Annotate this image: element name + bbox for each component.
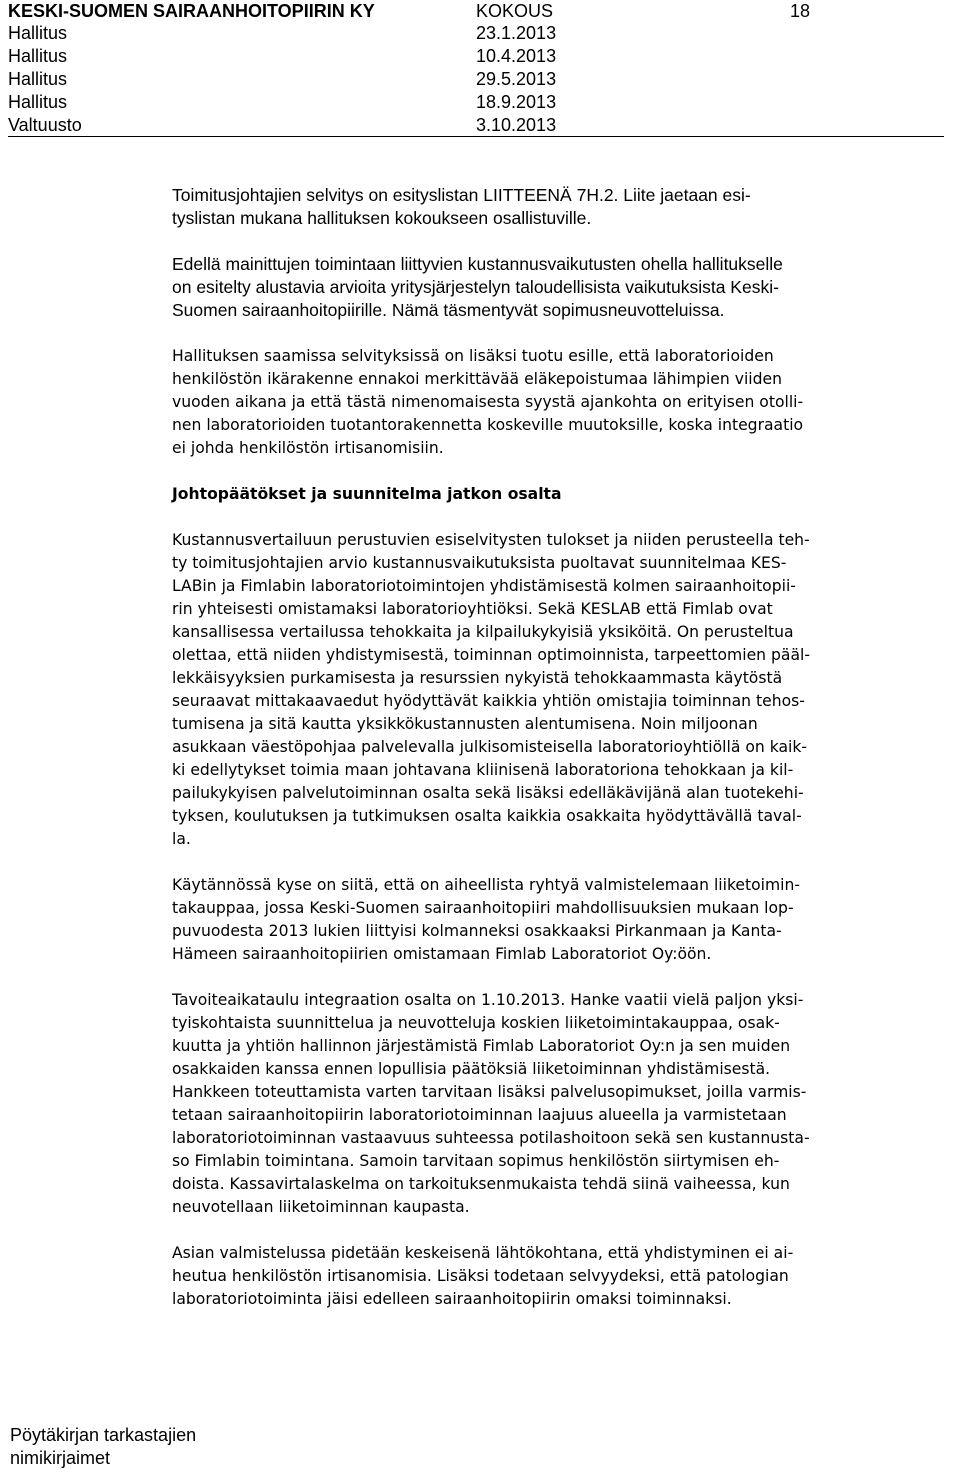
text-line: osakkaiden kanssa ennen lopullisia päätöksiä liiketoiminnan yhdistämisestä.: [172, 1060, 771, 1078]
text-line: nen laboratorioiden tuotantorakennetta koskeville muutoksille, koska integraatio: [172, 416, 804, 434]
paragraph-attachment: [172, 184, 950, 230]
text-line: Hallituksen saamissa selvityksissä on lisäksi tuotu esille, että laboratorioiden: [172, 347, 774, 365]
text-line: tetaan sairaanhoitopiirin laboratoriotoiminnan laajuus alueella ja varmistetaan: [172, 1106, 787, 1124]
text-line: seuraavat mittakaavaedut hyödyttävät kaikkia yhtiön omistajia toiminnan tehos-: [172, 692, 805, 710]
meeting-body: Hallitus: [8, 23, 68, 43]
text-line: tyksen, koulutuksen ja tutkimuksen osalta kaikkia osakkaita hyödyttävällä taval-: [172, 807, 802, 825]
text-line: Kustannusvertailuun perustuvien esiselvitysten tulokset ja niiden perusteella teh-: [172, 531, 810, 549]
text-line: tumisena ja sitä kautta yksikkökustannusten alentumisena. Noin miljoonan: [172, 715, 758, 733]
document-body: [172, 184, 950, 1311]
text-line: heutua henkilöstön irtisanomisia. Lisäksi todetaan selvyydeksi, että patologian: [172, 1267, 789, 1285]
meeting-date: 23.1.2013: [476, 23, 557, 43]
text-line: on esitelty alustavia arvioita yritysjärjestelyn taloudellisista vaikutuksista Keski-: [172, 277, 779, 297]
text-line: tyslistan mukana hallituksen kokoukseen osallistuville.: [172, 208, 592, 228]
paragraph-conclusions: [172, 529, 950, 851]
text-line: Hankkeen toteuttamista varten tarvitaan lisäksi palvelusopimukset, joilla varmis-: [172, 1083, 807, 1101]
meeting-type: KOKOUS: [476, 1, 554, 21]
page-number: 18: [790, 1, 811, 21]
meeting-body: Hallitus: [8, 92, 68, 112]
text-line: so Fimlabin toimintana. Samoin tarvitaan sopimus henkilöstön siirtymisen eh-: [172, 1152, 780, 1170]
meeting-body: Hallitus: [8, 46, 68, 66]
text-line: lekkäisyyksien purkamisesta ja resurssien nykyistä tehokkaammasta käytöstä: [172, 669, 783, 687]
text-line: laboratoriotoiminnan vastaavuus suhteessa potilashoitoon sekä sen kustannusta-: [172, 1129, 810, 1147]
text-line: kansallisessa vertailussa tehokkaita ja kilpailukykyisiä yksiköitä. On perusteltua: [172, 623, 794, 641]
text-line: Toimitusjohtajien selvitys on esityslistan LIITTEENÄ 7H.2. Liite jaetaan esi-: [172, 185, 751, 205]
text-line: asukkaan väestöpohjaa palvelevalla julkisomisteisella laboratorioyhtiöllä on kaik-: [172, 738, 808, 756]
section-heading: Johtopäätökset ja suunnitelma jatkon osalta: [172, 485, 562, 503]
text-line: doista. Kassavirtalaskelma on tarkoituksenmukaista tehdä siinä vaiheessa, kun: [172, 1175, 790, 1193]
text-line: rin yhteisesti omistamaksi laboratorioyhtiöksi. Sekä KESLAB että Fimlab ovat: [172, 600, 773, 618]
meeting-date: 18.9.2013: [476, 92, 557, 112]
text-line: Suomen sairaanhoitopiirille. Nämä täsmentyvät sopimusneuvotteluissa.: [172, 300, 725, 320]
document-footer: [10, 1424, 196, 1470]
text-line: la.: [172, 830, 191, 848]
text-line: Edellä mainittujen toimintaan liittyvien kustannusvaikutusten ohella hallitukselle: [172, 254, 783, 274]
paragraph-premise: [172, 1242, 950, 1311]
text-line: neuvotellaan liiketoiminnan kaupasta.: [172, 1198, 470, 1216]
header-divider: [8, 136, 944, 137]
text-line: kuutta ja yhtiön hallinnon järjestämistä Fimlab Laboratoriot Oy:n ja sen muiden: [172, 1037, 791, 1055]
text-line: ei johda henkilöstön irtisanomisiin.: [172, 439, 444, 457]
organization-name: KESKI-SUOMEN SAIRAANHOITOPIIRIN KY: [8, 1, 375, 21]
paragraph-cost-effects: [172, 253, 950, 322]
meeting-date: 29.5.2013: [476, 69, 557, 89]
text-line: Käytännössä kyse on siitä, että on aiheellista ryhtyä valmistelemaan liiketoimin-: [172, 876, 801, 894]
meeting-body: Hallitus: [8, 69, 68, 89]
paragraph-schedule: [172, 989, 950, 1219]
document-header: [8, 0, 944, 138]
text-line: Asian valmistelussa pidetään keskeisenä lähtökohtana, että yhdistyminen ei ai-: [172, 1244, 794, 1262]
text-line: ty toimitusjohtajien arvio kustannusvaikutuksista puoltavat suunnitelmaa KES-: [172, 554, 787, 572]
paragraph-practice: [172, 874, 950, 966]
meeting-date: 3.10.2013: [476, 115, 557, 135]
text-line: ki edellytykset toimia maan johtavana kliinisenä laboratoriona tehokkaan ja kil-: [172, 761, 794, 779]
text-line: tyiskohtaista suunnittelua ja neuvotteluja koskien liiketoimintakauppaa, osak-: [172, 1014, 780, 1032]
text-line: takauppaa, jossa Keski-Suomen sairaanhoitopiiri mahdollisuuksien mukaan lop-: [172, 899, 794, 917]
text-line: laboratoriotoiminta jäisi edelleen sairaanhoitopiirin omaksi toiminnaksi.: [172, 1290, 732, 1308]
text-line: olettaa, että niiden yhdistymisestä, toiminnan optimoinnista, tarpeettomien pääl-: [172, 646, 810, 664]
text-line: vuoden aikana ja että tästä nimenomaisesta syystä ajankohta on erityisen otolli-: [172, 393, 804, 411]
meeting-date: 10.4.2013: [476, 46, 557, 66]
footer-line: nimikirjaimet: [10, 1448, 111, 1468]
text-line: pailukykyisen palvelutoiminnan osalta sekä lisäksi edelläkävijänä alan tuotekehi-: [172, 784, 804, 802]
footer-line: Pöytäkirjan tarkastajien: [10, 1425, 197, 1445]
paragraph-staff-age: [172, 345, 950, 460]
text-line: LABin ja Fimlabin laboratoriotoimintojen yhdistämisestä kolmen sairaanhoitopii-: [172, 577, 796, 595]
text-line: Hämeen sairaanhoitopiirien omistamaan Fimlab Laboratoriot Oy:öön.: [172, 945, 712, 963]
text-line: henkilöstön ikärakenne ennakoi merkittävää eläkepoistumaa lähimpien viiden: [172, 370, 782, 388]
text-line: puvuodesta 2013 lukien liittyisi kolmanneksi osakkaaksi Pirkanmaan ja Kanta-: [172, 922, 782, 940]
text-line: Tavoiteaikataulu integraation osalta on 1.10.2013. Hanke vaatii vielä paljon yksi-: [172, 991, 804, 1009]
meeting-body: Valtuusto: [8, 115, 82, 135]
